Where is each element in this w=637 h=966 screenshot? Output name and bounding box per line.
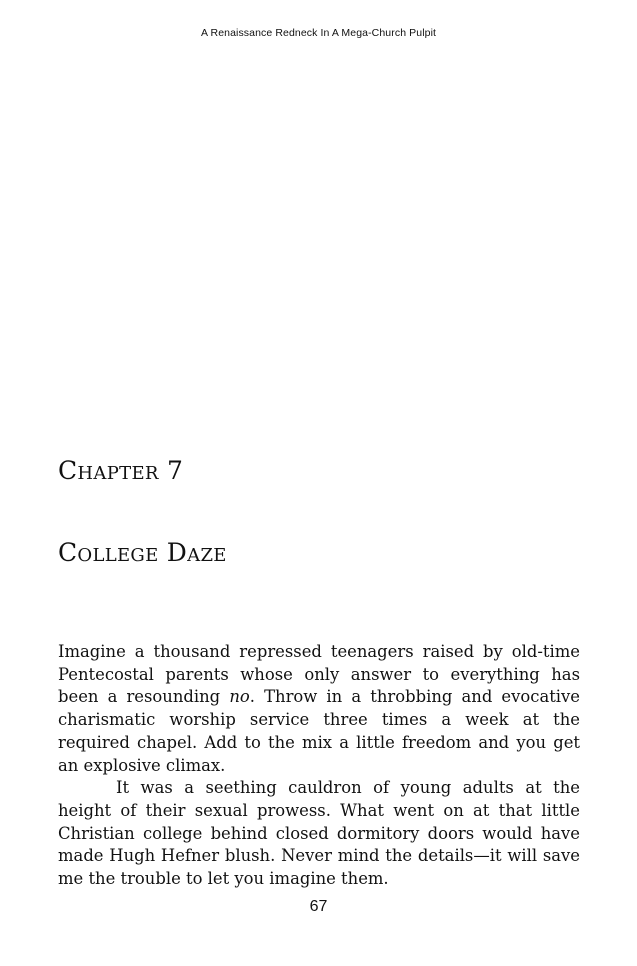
page-number: 67 — [309, 898, 328, 915]
body-text — [58, 641, 580, 891]
paragraph-1 — [58, 641, 580, 777]
paragraph-2: It was a seething cauldron of young adults at the height of their sexual prowess. What went on at that little Christian college behind closed dormitory doors would have made Hugh Hefner blush. Never mind the details—it will save me the trouble to let you imagine them. — [58, 778, 580, 889]
paragraph-1-part-2: . Throw in a throbbing and evocative charismatic worship service three times a week at the required chapel. Add to the mix a little freedom and you get an explosive climax. — [58, 687, 581, 775]
chapter-title: College Daze — [58, 538, 227, 567]
paragraph-1-emphasis: no — [229, 687, 250, 707]
chapter-number: Chapter 7 — [58, 456, 184, 485]
paragraph-1-part-1: Imagine a thousand repressed teenagers raised by old-time Pentecostal parents whose only answer to everything has been a resounding — [58, 642, 580, 707]
running-header: A Renaissance Redneck In A Mega-Church Pulpit — [200, 27, 437, 39]
